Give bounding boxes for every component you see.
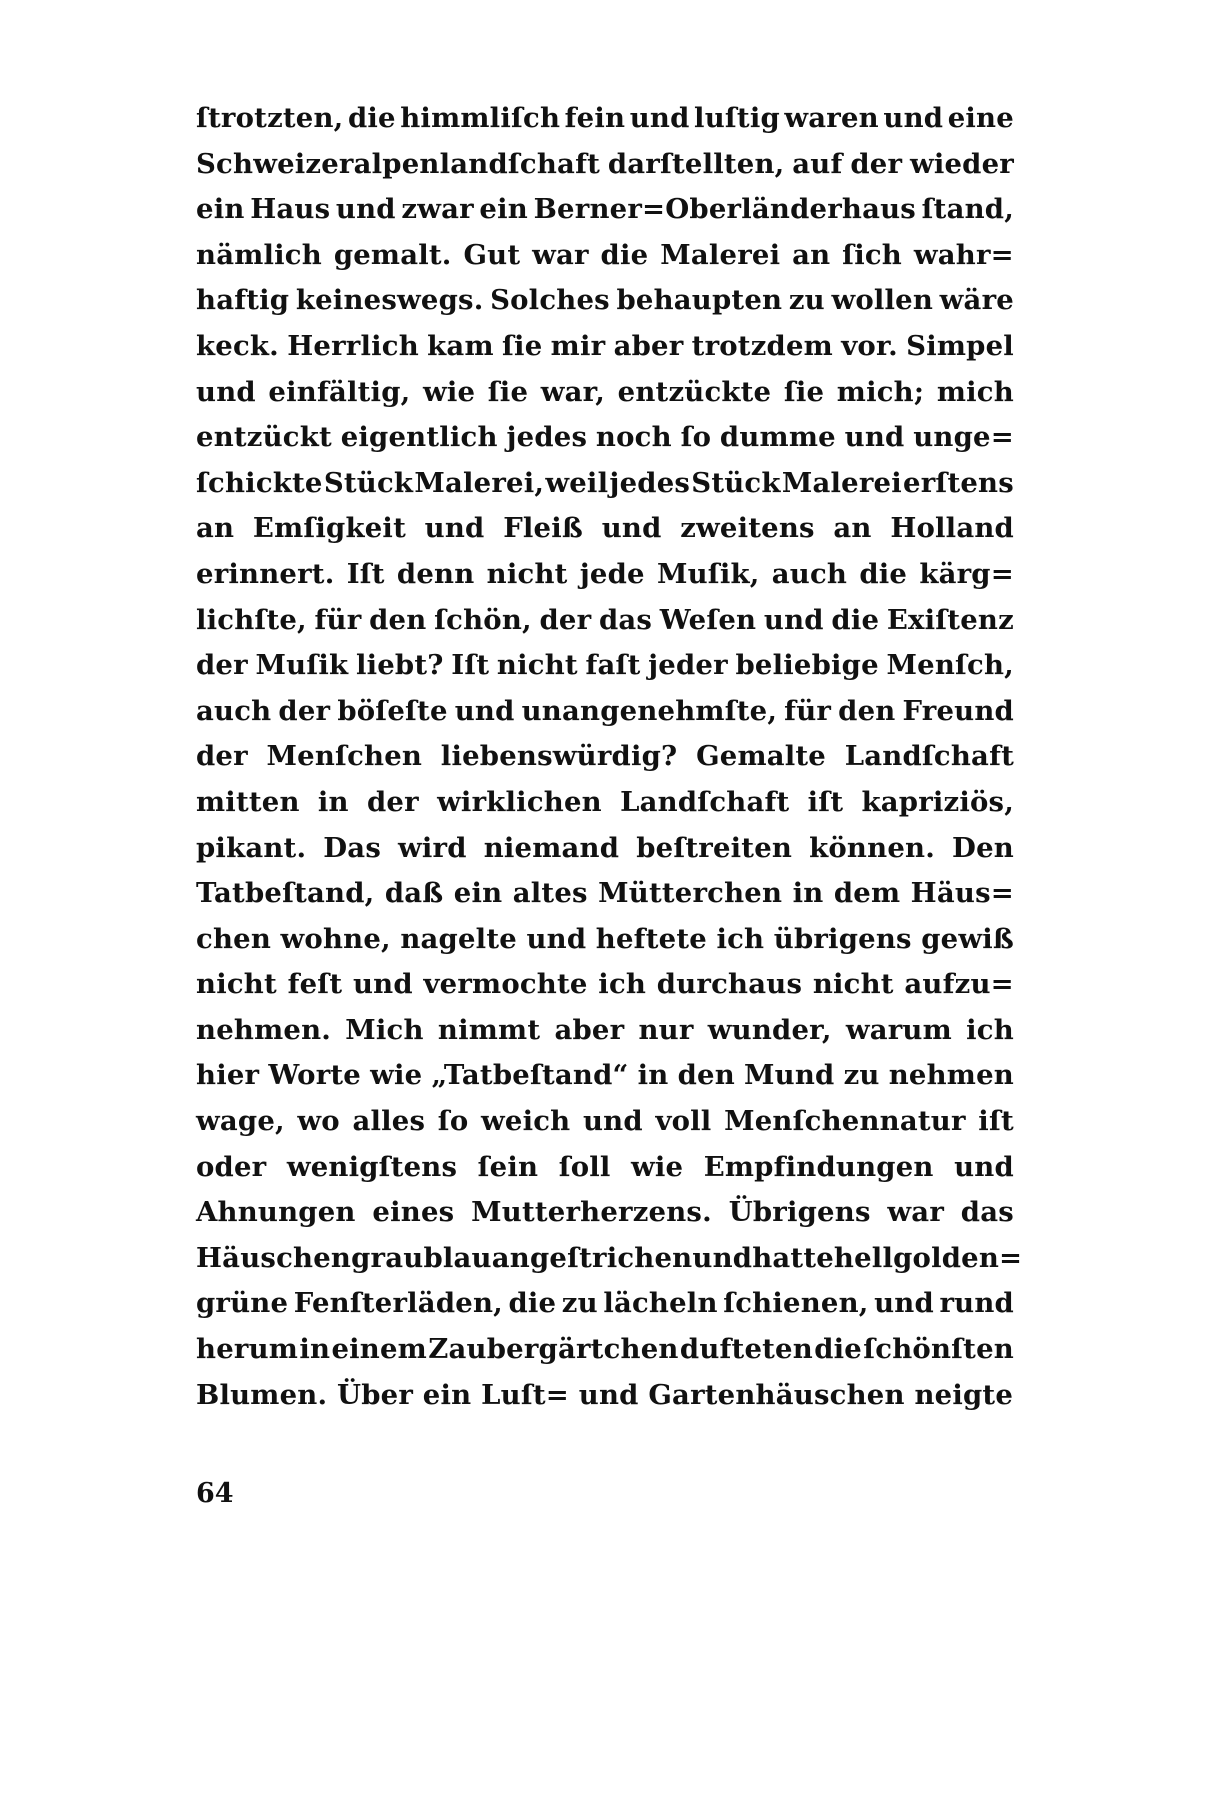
body-text xyxy=(196,96,1023,1418)
text-line: ſchickte Stück Malerei, weil jedes Stück Malerei erſtens xyxy=(196,466,1014,499)
text-line: Ahnungen eines Mutterherzens. Übrigens war das xyxy=(196,1196,1014,1229)
text-line: ein Haus und zwar ein Berner=Oberländerhaus ſtand, xyxy=(196,193,1014,226)
text-line: pikant. Das wird niemand beſtreiten können. Den xyxy=(196,831,1014,864)
text-line: keck. Herrlich kam ſie mir aber trotzdem vor. Simpel xyxy=(196,329,1014,362)
text-line: und einfältig, wie ſie war, entzückte ſie mich; mich xyxy=(196,375,1014,408)
text-line: der Menſchen liebenswürdig? Gemalte Landſchaft xyxy=(196,740,1014,773)
text-line: Tatbeſtand, daß ein altes Mütterchen in dem Häus= xyxy=(196,877,1014,910)
text-line: nicht feſt und vermochte ich durchaus nicht aufzu= xyxy=(196,968,1014,1001)
text-line: mitten in der wirklichen Landſchaft iſt kapriziös, xyxy=(196,785,1014,818)
text-line: nämlich gemalt. Gut war die Malerei an ſich wahr= xyxy=(196,238,1014,271)
text-line: chen wohne, nagelte und heftete ich übrigens gewiß xyxy=(196,922,1014,955)
page-number: 64 xyxy=(196,1478,234,1509)
text-line: der Muſik liebt? Iſt nicht faſt jeder beliebige Menſch, xyxy=(196,649,1014,682)
text-line: grüne Fenſterläden, die zu lächeln ſchienen, und rund xyxy=(196,1287,1014,1320)
text-line: Schweizeralpenlandſchaft darſtellten, auf der wieder xyxy=(196,147,1014,180)
text-line: nehmen. Mich nimmt aber nur wunder, warum ich xyxy=(196,1013,1014,1046)
text-line: auch der böſeſte und unangenehmſte, für den Freund xyxy=(196,694,1014,727)
text-line: lichſte, für den ſchön, der das Weſen und die Exiſtenz xyxy=(196,603,1014,636)
text-line: wage, wo alles ſo weich und voll Menſchennatur iſt xyxy=(196,1105,1014,1138)
text-line: entzückt eigentlich jedes noch ſo dumme und unge= xyxy=(196,421,1014,454)
text-line: Blumen. Über ein Luſt= und Gartenhäuschen neigte xyxy=(196,1378,1014,1411)
text-line: herum in einem Zaubergärtchen dufteten die ſchönſten xyxy=(196,1333,1014,1366)
text-line: erinnert. Iſt denn nicht jede Muſik, auch die kärg= xyxy=(196,557,1014,590)
text-line: oder wenigſtens ſein ſoll wie Empfindungen und xyxy=(196,1150,1014,1183)
text-line: Häuschen graublau angeſtrichen und hatte hellgolden= xyxy=(196,1241,1023,1274)
text-line: haftig keineswegs. Solches behaupten zu wollen wäre xyxy=(196,284,1014,317)
text-line: an Emſigkeit und Fleiß und zweitens an Holland xyxy=(196,512,1014,545)
text-line: hier Worte wie „Tatbeſtand“ in den Mund zu nehmen xyxy=(196,1059,1014,1092)
text-line: ſtrotzten, die himmliſch fein und luſtig waren und eine xyxy=(196,102,1014,134)
